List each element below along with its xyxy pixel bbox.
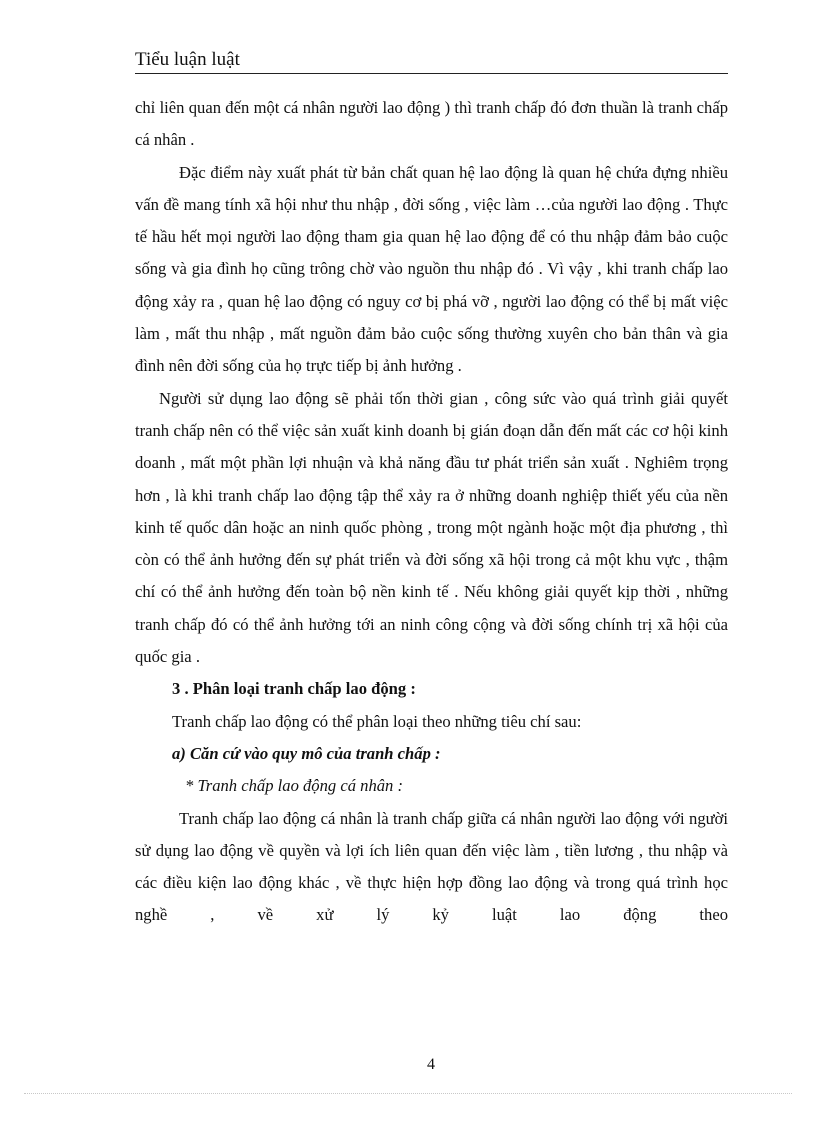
paragraph-continuation: chỉ liên quan đến một cá nhân người lao động ) thì tranh chấp đó đơn thuần là tranh chấp cá nhân .: [135, 98, 728, 150]
page-bottom-divider: [24, 1093, 792, 1094]
page-header-title: Tiểu luận luật: [135, 48, 728, 74]
paragraph-individual-dispute: Tranh chấp lao động cá nhân là tranh chấp giữa cá nhân người lao động với người sử dụng lao động về quyền và lợi ích liên quan đến việc làm , tiền lương , thu nhập và các điều kiện lao động khác , về thực hiện hợp đồng lao động và trong quá trình học nghề , về xử lý kỷ luật lao động theo: [135, 808, 728, 925]
paragraph-employer-impact: Người sử dụng lao động sẽ phải tốn thời gian , công sức vào quá trình giải quyết tranh chấp nên có thể việc sản xuất kinh doanh bị gián đoạn dẫn đến mất các cơ hội kinh doanh , mất một phần lợi nhuận và khả năng đầu tư phát triển sản xuất . Nghiêm trọng hơn , là khi tranh chấp lao động tập thể xảy ra ở những doanh nghiệp thiết yếu của nền kinh tế quốc dân hoặc an ninh quốc phòng , trong một ngành hoặc một địa phương , thì còn có thể ảnh hưởng đến sự phát triển và đời sống xã hội trong cả một khu vực , thậm chí có thể ảnh hưởng đến toàn bộ nền kinh tế . Nếu không giải quyết kịp thời , những tranh chấp đó có thể ảnh hưởng tới an ninh công cộng và đời sống chính trị xã hội của quốc gia .: [135, 388, 728, 667]
page-number: 4: [427, 1056, 435, 1073]
section-heading: 3 . Phân loại tranh chấp lao động :: [172, 679, 416, 699]
page-body: [135, 92, 728, 932]
subheading-a: a) Căn cứ vào quy mô của tranh chấp :: [172, 743, 441, 763]
section-intro: Tranh chấp lao động có thể phân loại theo những tiêu chí sau:: [172, 711, 582, 731]
paragraph-social-nature: Đặc điểm này xuất phát từ bản chất quan hệ lao động là quan hệ chứa đựng nhiều vấn đề mang tính xã hội như thu nhập , đời sống , việc làm …của người lao động . Thực tế hầu hết mọi người lao động tham gia quan hệ lao động để có thu nhập đảm bảo cuộc sống và gia đình họ cũng trông chờ vào nguồn thu nhập đó . Vì vậy , khi tranh chấp lao động xảy ra , quan hệ lao động có nguy cơ bị phá vỡ , người lao động có thể bị mất việc làm , mất thu nhập , mất nguồn đảm bảo cuộc sống thường xuyên cho bản thân và gia đình nên đời sống của họ trực tiếp bị ảnh hưởng .: [135, 162, 728, 376]
bullet-heading: * Tranh chấp lao động cá nhân :: [185, 776, 404, 796]
